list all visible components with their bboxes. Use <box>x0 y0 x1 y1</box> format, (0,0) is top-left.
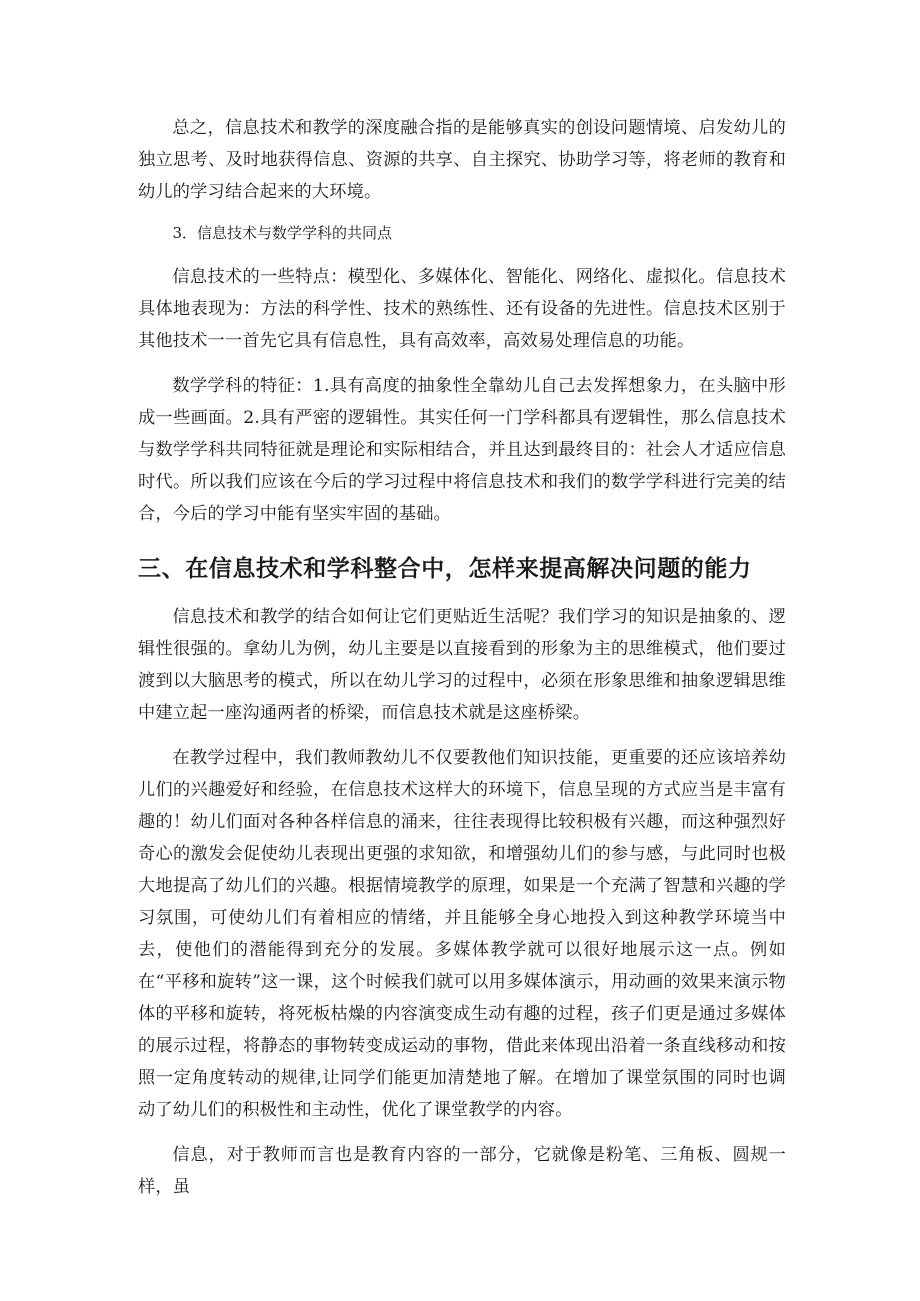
paragraph-bridge: 信息技术和教学的结合如何让它们更贴近生活呢？我们学习的知识是抽象的、逻辑性很强的。拿幼儿为例，幼儿主要是以直接看到的形象为主的思维模式，他们要过渡到以大脑思考的模式，所以在幼儿学习的过程中，必须在形象思维和抽象逻辑思维中建立起一座沟通两者的桥梁，而信息技术就是这座桥梁。 <box>138 607 786 723</box>
subheading-common-points: 3．信息技术与数学学科的共同点 <box>172 224 393 242</box>
paragraph-it-features: 信息技术的一些特点：模型化、多媒体化、智能化、网络化、虚拟化。信息技术具体地表现为：方法的科学性、技术的熟练性、还有设备的先进性。信息技术区别于其他技术一一首先它具有信息性，具有高效率，高效易处理信息的功能。 <box>138 267 786 351</box>
paragraph-math-features: 数学学科的特征：1.具有高度的抽象性全靠幼儿自己去发挥想象力，在头脑中形成一些画面。2.具有严密的逻辑性。其实任何一门学科都具有逻辑性，那么信息技术与数学学科共同特征就是理论和实际相结合，并且达到最终目的：社会人才适应信息时代。所以我们应该在今后的学习过程中将信息技术和我们的数学学科进行完美的结合，今后的学习中能有坚实牢固的基础。 <box>138 376 786 524</box>
paragraph-summary: 总之，信息技术和教学的深度融合指的是能够真实的创设问题情境、启发幼儿的独立思考、及时地获得信息、资源的共享、自主探究、协助学习等，将老师的教育和幼儿的学习结合起来的大环境。 <box>138 118 786 202</box>
paragraph-information-teaching: 信息，对于教师而言也是教育内容的一部分，它就像是粉笔、三角板、圆规一样，虽 <box>138 1145 786 1197</box>
paragraph-teaching-process: 在教学过程中，我们教师教幼儿不仅要教他们知识技能，更重要的还应该培养幼儿们的兴趣爱好和经验，在信息技术这样大的环境下，信息呈现的方式应当是丰富有趣的！幼儿们面对各种各样信息的涌来，往往表现得比较积极有兴趣，而这种强烈好奇心的激发会促使幼儿表现出更强的求知欲，和增强幼儿们的参与感，与此同时也极大地提高了幼儿们的兴趣。根据情境教学的原理，如果是一个充满了智慧和兴趣的学习氛围，可使幼儿们有着相应的情绪，并且能够全身心地投入到这种教学环境当中去，使他们的潜能得到充分的发展。多媒体教学就可以很好地展示这一点。例如在“平移和旋转”这一课，这个时候我们就可以用多媒体演示，用动画的效果来演示物体的平移和旋转，将死板枯燥的内容演变成生动有趣的过程，孩子们更是通过多媒体的展示过程，将静态的事物转变成运动的事物，借此来体现出沿着一条直线移动和按照一定角度转动的规律,让同学们能更加清楚地了解。在增加了课堂氛围的同时也调动了幼儿们的积极性和主动性，优化了课堂教学的内容。 <box>138 748 786 1120</box>
section-heading-problem-solving: 三、在信息技术和学科整合中，怎样来提高解决问题的能力 <box>138 556 752 582</box>
